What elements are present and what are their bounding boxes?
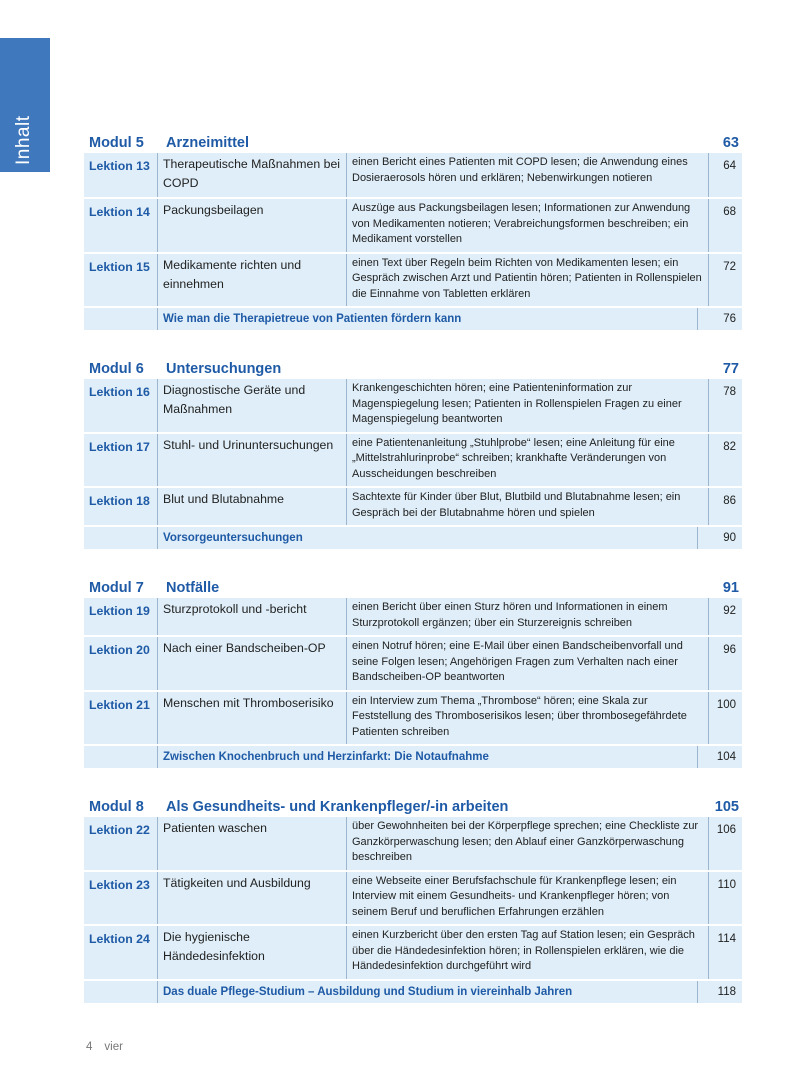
extra-section-title: Das duale Pflege-Studium – Ausbildung und Studium in viereinhalb Jahren — [158, 981, 698, 1003]
module-page: 77 — [722, 361, 739, 377]
extra-section-row — [84, 308, 742, 332]
module-page: 91 — [722, 580, 739, 596]
lesson-title: Blut und Blutabnahme — [158, 488, 347, 525]
lesson-page: 110 — [717, 878, 736, 891]
lesson-row — [84, 254, 742, 309]
lesson-page: 92 — [723, 605, 736, 617]
module-section — [84, 354, 742, 551]
table-of-contents — [84, 128, 742, 1027]
module-header — [84, 573, 742, 598]
module-title: Als Gesundheits- und Krankenpfleger/-in arbeiten — [166, 799, 509, 815]
lesson-description: eine Patientenanleitung „Stuhlprobe“ lesen; eine Anleitung für eine „Mittelstrahlurinprobe“ schreiben; krankhafte Veränderungen von Ausscheidungen beschreiben — [347, 434, 709, 487]
module-section — [84, 573, 742, 770]
section-tab — [0, 38, 50, 172]
page-footer — [86, 1041, 123, 1053]
module-header — [84, 354, 742, 379]
lesson-row — [84, 598, 742, 637]
lesson-title: Medikamente richten und einnehmen — [158, 254, 347, 307]
lesson-description: einen Bericht eines Patienten mit COPD lesen; die Anwendung eines Dosieraerosols hören und erklären; Nebenwirkungen notieren — [347, 153, 709, 197]
module-number: Modul 7 — [89, 580, 144, 596]
extra-section-row — [84, 527, 742, 551]
lesson-title: Therapeutische Maßnahmen bei COPD — [158, 153, 347, 197]
lesson-page: 64 — [723, 160, 736, 172]
lesson-title: Sturzprotokoll und -bericht — [158, 598, 347, 635]
footer-page-word: vier — [104, 1041, 123, 1053]
lesson-row — [84, 926, 742, 981]
module-section — [84, 128, 742, 332]
module-number: Modul 5 — [89, 135, 144, 151]
lesson-number: Lektion 16 — [84, 379, 158, 432]
lesson-title: Die hygienische Händedesinfektion — [158, 926, 347, 979]
module-header — [84, 128, 742, 153]
extra-section-title: Vorsorgeuntersuchungen — [158, 527, 698, 549]
module-page: 63 — [722, 135, 739, 151]
lesson-page: 78 — [723, 386, 736, 398]
extra-section-page: 104 — [716, 751, 736, 763]
lesson-row — [84, 817, 742, 872]
lesson-title: Patienten waschen — [158, 817, 347, 870]
lesson-title: Tätigkeiten und Ausbildung — [158, 872, 347, 925]
extra-section-row — [84, 746, 742, 770]
lesson-page: 82 — [723, 440, 736, 453]
lesson-number: Lektion 23 — [84, 872, 158, 925]
section-tab-label: Inhalt — [13, 115, 34, 165]
lesson-number: Lektion 18 — [84, 488, 158, 525]
lesson-row — [84, 872, 742, 927]
lesson-number: Lektion 24 — [84, 926, 158, 979]
lesson-title: Menschen mit Thromboserisiko — [158, 692, 347, 745]
module-header — [84, 792, 742, 817]
module-number: Modul 8 — [89, 799, 144, 815]
lesson-row — [84, 434, 742, 489]
lesson-title: Stuhl- und Urinuntersuchungen — [158, 434, 347, 487]
lesson-description: einen Bericht über einen Sturz hören und Informationen in einem Sturzprotokoll ergänzen; über ein Sturzereignis schreiben — [347, 598, 709, 635]
lesson-number: Lektion 19 — [84, 598, 158, 635]
lesson-description: über Gewohnheiten bei der Körperpflege sprechen; eine Checkliste zur Ganzkörperwaschung lesen; den Ablauf einer Ganzkörperwaschung beschreiben — [347, 817, 709, 870]
lesson-description: Auszüge aus Packungsbeilagen lesen; Informationen zur Anwendung von Medikamenten notieren; Verabreichungsformen beschreiben; ein Medikament vorstellen — [347, 199, 709, 252]
lesson-row — [84, 692, 742, 747]
module-title: Arzneimittel — [166, 135, 249, 151]
module-title: Untersuchungen — [166, 361, 282, 377]
lesson-row — [84, 379, 742, 434]
extra-section-page: 118 — [717, 985, 736, 998]
lesson-page: 106 — [716, 824, 736, 836]
lesson-number: Lektion 15 — [84, 254, 158, 307]
lesson-row — [84, 199, 742, 254]
module-number: Modul 6 — [89, 361, 144, 377]
lesson-row — [84, 153, 742, 199]
lesson-title: Diagnostische Geräte und Maßnahmen — [158, 379, 347, 432]
lesson-page: 68 — [723, 206, 736, 218]
lesson-number: Lektion 14 — [84, 199, 158, 252]
lesson-title: Packungsbeilagen — [158, 199, 347, 252]
module-title: Notfälle — [166, 580, 220, 596]
lesson-description: eine Webseite einer Berufsfachschule für Krankenpflege lesen; ein Interview mit einem Gesundheits- und Krankenpfleger hören; von seinem Beruf und beruflichen Erfahrungen erzählen — [347, 872, 709, 925]
lesson-number: Lektion 17 — [84, 434, 158, 487]
lesson-row — [84, 488, 742, 527]
extra-section-page: 90 — [723, 532, 736, 544]
extra-section-row — [84, 981, 742, 1005]
extra-section-page: 76 — [723, 313, 736, 325]
lesson-number: Lektion 20 — [84, 637, 158, 690]
lesson-description: ein Interview zum Thema „Thrombose“ hören; eine Skala zur Feststellung des Thromboserisikos lesen; über thrombosegefährdete Patienten schreiben — [347, 692, 709, 745]
module-section — [84, 792, 742, 1005]
lesson-page: 96 — [723, 644, 736, 656]
footer-page-number: 4 — [86, 1041, 93, 1053]
lesson-page: 114 — [717, 933, 736, 945]
lesson-number: Lektion 21 — [84, 692, 158, 745]
lesson-description: einen Kurzbericht über den ersten Tag auf Station lesen; ein Gespräch über die Händedesinfektion hören; in Rollenspielen erklären, wie die Händedesinfektion durchgeführt wird — [347, 926, 709, 979]
lesson-title: Nach einer Bandscheiben-OP — [158, 637, 347, 690]
lesson-row — [84, 637, 742, 692]
lesson-description: Sachtexte für Kinder über Blut, Blutbild und Blutabnahme lesen; ein Gespräch bei der Blutabnahme hören und spielen — [347, 488, 709, 525]
lesson-page: 100 — [716, 698, 736, 711]
lesson-page: 72 — [723, 260, 736, 273]
module-page: 105 — [714, 799, 739, 815]
lesson-page: 86 — [723, 495, 736, 507]
lesson-description: Krankengeschichten hören; eine Patienteninformation zur Magenspiegelung lesen; Patienten in Rollenspielen Fragen zu einer Magenspiegelung beantworten — [347, 379, 709, 432]
lesson-description: einen Notruf hören; eine E-Mail über einen Bandscheibenvorfall und seine Folgen lesen; Angehörigen Fragen zum Verhalten nach einer Bandscheiben-OP beantworten — [347, 637, 709, 690]
lesson-number: Lektion 13 — [84, 153, 158, 197]
lesson-number: Lektion 22 — [84, 817, 158, 870]
lesson-description: einen Text über Regeln beim Richten von Medikamenten lesen; ein Gespräch zwischen Arzt und Patientin hören; Patienten in Rollenspielen die Einnahme von Tabletten erklären — [347, 254, 709, 307]
extra-section-title: Zwischen Knochenbruch und Herzinfarkt: Die Notaufnahme — [158, 746, 698, 768]
extra-section-title: Wie man die Therapietreue von Patienten fördern kann — [158, 308, 698, 330]
